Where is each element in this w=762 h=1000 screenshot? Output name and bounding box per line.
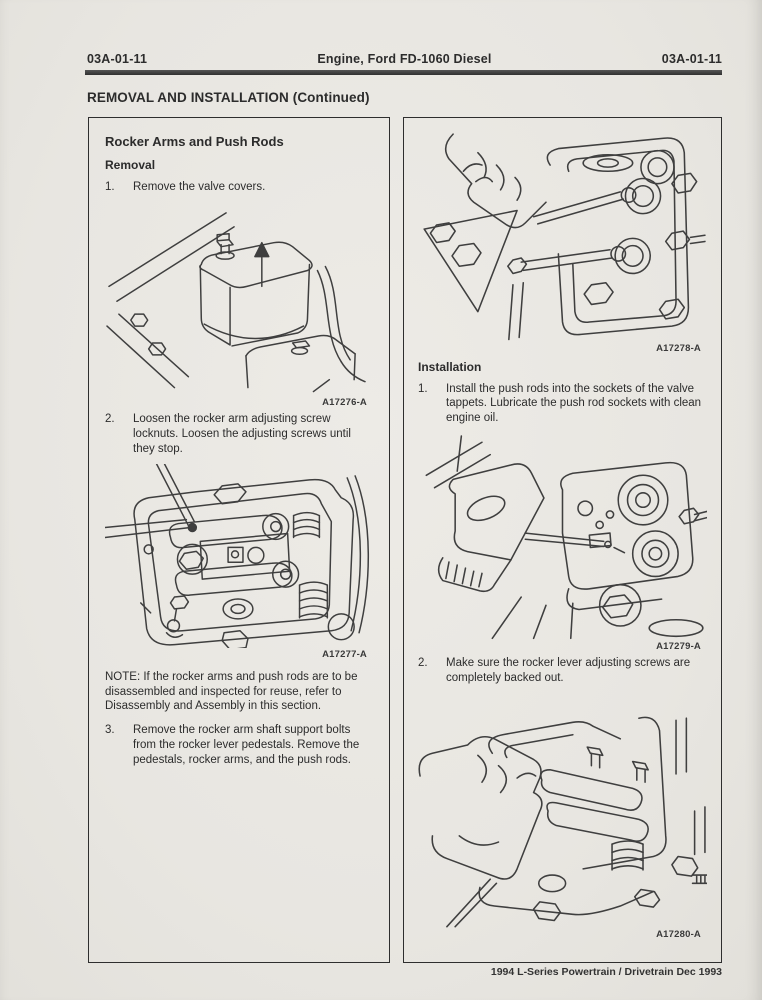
page-header <box>87 52 722 66</box>
section-title: REMOVAL AND INSTALLATION (Continued) <box>87 90 370 105</box>
removal-step-1 <box>105 180 373 195</box>
step-number: 2. <box>105 413 115 426</box>
step-number: 1. <box>105 181 115 193</box>
valve-cover-drawing <box>105 203 373 397</box>
figure-label: A17276-A <box>322 397 367 409</box>
step-number: 3. <box>105 724 115 737</box>
installation-step-1 <box>418 382 707 426</box>
oil-can-drawing <box>418 434 707 640</box>
note-paragraph: NOTE: If the rocker arms and push rods are to be disassembled and inspected for reuse, refer to Disassembly and Assembly in this section. <box>105 671 358 713</box>
figure-label: A17280-A <box>656 929 701 941</box>
header-title: Engine, Ford FD-1060 Diesel <box>317 52 492 66</box>
step-text: Make sure the rocker lever adjusting screws are completely backed out. <box>446 657 691 684</box>
figure-rocker-shaft-install <box>418 712 707 941</box>
footer-publication-line: 1994 L-Series Powertrain / Drivetrain Dec 1993 <box>490 966 722 978</box>
hand-rocker-shaft-drawing <box>418 712 707 929</box>
figure-valve-cover-removal <box>105 203 373 409</box>
installation-step-2 <box>418 656 707 685</box>
header-page-number-left: 03A-01-11 <box>87 52 148 66</box>
figure-label: A17278-A <box>656 342 701 354</box>
figure-rocker-adjusting-screws <box>105 464 373 660</box>
removal-column-box <box>88 117 390 963</box>
step-number: 1. <box>418 382 428 395</box>
removal-step-2 <box>105 412 373 456</box>
hand-push-rod-drawing <box>418 130 707 342</box>
rocker-assembly-drawing <box>105 464 373 648</box>
step-text: Loosen the rocker arm adjusting screw locknuts. Loosen the adjusting screws until they stop. <box>133 413 351 455</box>
left-column-heading: Rocker Arms and Push Rods <box>105 134 284 149</box>
removal-step-3 <box>105 723 373 767</box>
step-text: Install the push rods into the sockets of the valve tappets. Lubricate the push rod sockets with clean engine oil. <box>446 382 702 425</box>
figure-label: A17279-A <box>656 641 701 653</box>
step-text: Remove the valve covers. <box>133 181 266 193</box>
removal-subheading: Removal <box>105 158 156 172</box>
figure-lubricate-sockets <box>418 434 707 652</box>
header-rule <box>85 70 722 75</box>
figure-push-rod-install <box>418 130 707 354</box>
installation-column-box <box>403 117 722 963</box>
step-number: 2. <box>418 657 428 670</box>
figure-label: A17277-A <box>322 649 367 661</box>
header-page-number-right: 03A-01-11 <box>661 52 722 66</box>
step-text: Remove the rocker arm shaft support bolts from the rocker lever pedestals. Remove the pedestals, rocker arms, and the push rods. <box>133 724 360 766</box>
installation-subheading: Installation <box>418 359 482 374</box>
